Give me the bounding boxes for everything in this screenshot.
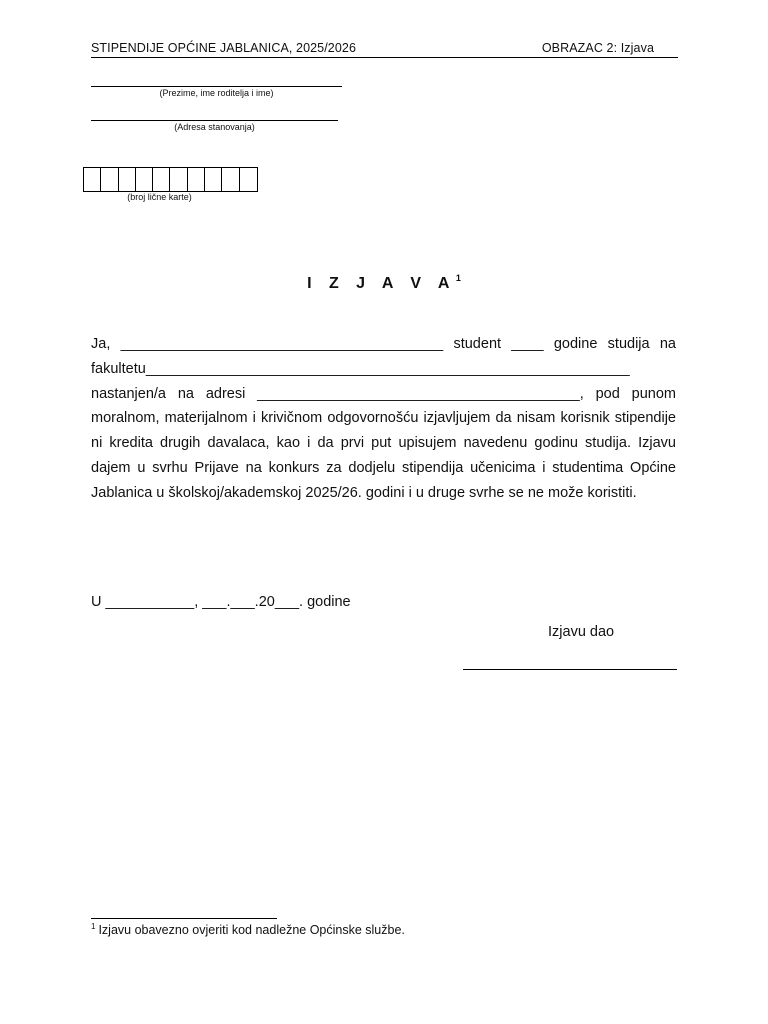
id-number-boxes [83, 167, 258, 192]
place-date-line: U ___________, ___.___.20___. godine [91, 594, 351, 610]
signer-label: Izjavu dao [548, 624, 615, 640]
header-left-title: STIPENDIJE OPĆINE JABLANICA, 2025/2026 [91, 41, 357, 55]
id-number-caption: (broj lične karte) [127, 192, 192, 202]
id-number-cell [170, 168, 187, 191]
name-field-line [91, 86, 342, 87]
statement-line-1: Ja, ________________________________________ student ____ godine studija na [91, 336, 676, 352]
page-header [91, 41, 678, 58]
statement-body [91, 332, 676, 506]
address-field-caption: (Adresa stanovanja) [174, 122, 255, 132]
id-number-cell [84, 168, 101, 191]
header-form-label: OBRAZAC 2: Izjava [541, 41, 654, 55]
title-footnote-mark: 1 [455, 273, 461, 283]
id-number-cell [240, 168, 257, 191]
address-field [91, 120, 338, 132]
address-field-line [91, 120, 338, 121]
statement-paragraph: moralnom, materijalnom i krivičnom odgovornošću izjavljujem da nisam korisnik stipendije ni kredita drugih davalaca, kao i da prvi put upisujem navedenu godinu studija. Izjavu dajem u svrhu Prijave na konkurs za dodjelu stipendija učenicima i studentima Općine Jablanica u školskoj/akademskoj 2025/26. godini i u druge svrhe se ne može koristiti. [91, 410, 676, 501]
footnote-text: Izjavu obavezno ovjeriti kod nadležne Općinske službe. [98, 923, 405, 937]
footnote-mark: 1 [91, 922, 96, 931]
statement-line-2: fakultetu____________________________________________________________ [91, 360, 630, 377]
name-field-caption: (Prezime, ime roditelja i ime) [159, 88, 274, 98]
footnote [91, 922, 405, 937]
document-title-text: I Z J A V A [307, 275, 456, 292]
id-number-cell [119, 168, 136, 191]
id-number-cell [101, 168, 118, 191]
id-number-cell [153, 168, 170, 191]
id-number-cell [205, 168, 222, 191]
id-number-cell [188, 168, 205, 191]
name-field [91, 86, 342, 98]
document-title [0, 273, 768, 293]
footnote-separator [91, 918, 277, 919]
statement-line-3: nastanjen/a na adresi ________________________________________, pod punom [91, 385, 676, 402]
signature-line [463, 669, 677, 670]
id-number-cell [222, 168, 239, 191]
id-number-cell [136, 168, 153, 191]
